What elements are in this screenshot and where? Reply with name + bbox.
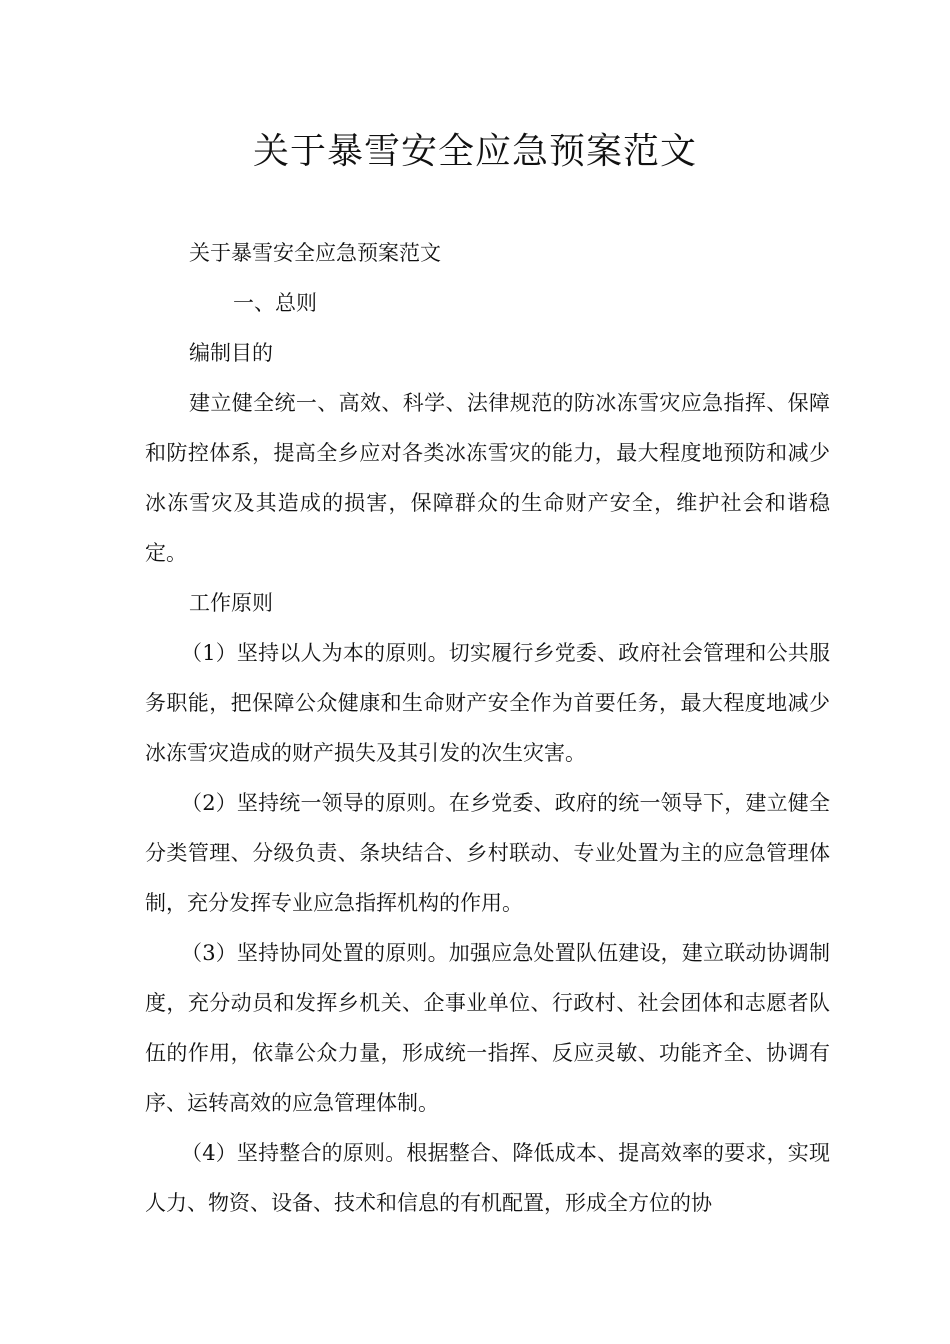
purpose-paragraph: 建立健全统一、高效、科学、法律规范的防冰冻雪灾应急指挥、保障和防控体系，提高全乡应对各类冰冻雪灾的能力，最大程度地预防和减少冰冻雪灾及其造成的损害，保障群众的生命财产安全，维护社会和谐稳定。	[145, 391, 830, 565]
subtitle-paragraph: 关于暴雪安全应急预案范文	[189, 241, 441, 265]
document-body	[145, 228, 830, 1228]
document-title: 关于暴雪安全应急预案范文	[252, 131, 697, 172]
principle-paragraph-4: （4）坚持整合的原则。根据整合、降低成本、提高效率的要求，实现人力、物资、设备、技术和信息的有机配置，形成全方位的协	[145, 1141, 830, 1215]
subheading-principles: 工作原则	[189, 591, 273, 615]
section-heading-general: 一、总则	[233, 291, 317, 315]
principle-paragraph-2: （2）坚持统一领导的原则。在乡党委、政府的统一领导下，建立健全分类管理、分级负责、条块结合、乡村联动、专业处置为主的应急管理体制，充分发挥专业应急指挥机构的作用。	[145, 791, 830, 915]
principle-paragraph-1: （1）坚持以人为本的原则。切实履行乡党委、政府社会管理和公共服务职能，把保障公众健康和生命财产安全作为首要任务，最大程度地减少冰冻雪灾造成的财产损失及其引发的次生灾害。	[145, 641, 830, 765]
subheading-purpose: 编制目的	[189, 341, 273, 365]
principle-paragraph-3: （3）坚持协同处置的原则。加强应急处置队伍建设，建立联动协调制度，充分动员和发挥乡机关、企事业单位、行政村、社会团体和志愿者队伍的作用，依靠公众力量，形成统一指挥、反应灵敏、功能齐全、协调有序、运转高效的应急管理体制。	[145, 941, 830, 1115]
